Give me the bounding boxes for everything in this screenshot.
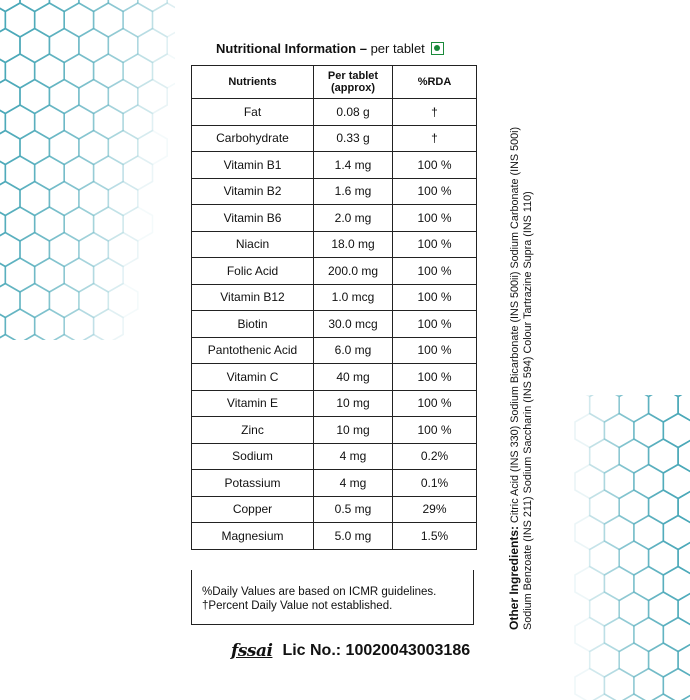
amount-cell: 1.6 mg: [314, 178, 393, 205]
amount-cell: 4 mg: [314, 470, 393, 497]
hexagon-cell: [590, 694, 620, 700]
hexagon-cell: [634, 669, 663, 700]
table-row: [192, 258, 477, 285]
hexagon-cell: [153, 54, 176, 88]
table-row: [192, 337, 477, 364]
hexagon-cell: [619, 395, 648, 422]
hexagon-cell: [49, 335, 79, 341]
header-rda: %RDA: [393, 66, 477, 99]
amount-cell: 0.33 g: [314, 125, 393, 152]
nutrient-cell: Carbohydrate: [192, 125, 314, 152]
amount-cell: 0.08 g: [314, 99, 393, 126]
ingredients-line-2: Sodium Benzoate (INS 211) Sodium Saccharin (INS 594) Colour Tartrazine Supra (INS 110): [522, 191, 534, 630]
hexagon-cell: [0, 233, 20, 267]
amount-cell: 0.5 mg: [314, 496, 393, 523]
table-row: [192, 417, 477, 444]
rda-cell: 100 %: [393, 258, 477, 285]
table-row: [192, 523, 477, 550]
amount-cell: 4 mg: [314, 443, 393, 470]
table-row: [192, 178, 477, 205]
nutrient-cell: Vitamin B6: [192, 205, 314, 232]
hexagon-cell: [575, 669, 604, 700]
footnotes: [191, 570, 474, 625]
rda-cell: 100 %: [393, 417, 477, 444]
rda-cell: 100 %: [393, 390, 477, 417]
footnote-icmr: %Daily Values are based on ICMR guidelines.: [202, 586, 437, 598]
table-row: [192, 152, 477, 179]
rda-cell: 100 %: [393, 311, 477, 338]
vegetarian-mark-icon: [431, 42, 444, 55]
hexagon-cell: [5, 309, 34, 340]
rda-cell: †: [393, 99, 477, 126]
hexagon-cell: [0, 182, 20, 216]
nutrient-cell: Vitamin C: [192, 364, 314, 391]
hexagon-cell: [153, 3, 176, 37]
table-row: [192, 284, 477, 311]
hexagon-cell: [678, 395, 690, 422]
rda-cell: 1.5%: [393, 523, 477, 550]
hexagon-pattern-right: [565, 395, 690, 700]
hexagon-cell: [604, 669, 634, 700]
hexagon-cell: [649, 694, 679, 700]
ingredients-line-1: Citric Acid (INS 330) Sodium Bicarbonate (INS 500ii) Sodium Carbonate (INS 500i): [509, 126, 521, 523]
table-row: [192, 390, 477, 417]
amount-cell: 6.0 mg: [314, 337, 393, 364]
hexagon-cell: [0, 131, 20, 165]
hexagon-cell: [590, 395, 620, 422]
nutrient-cell: Potassium: [192, 470, 314, 497]
hexagon-cell: [663, 669, 690, 700]
rda-cell: 100 %: [393, 231, 477, 258]
table-header-row: [192, 66, 477, 99]
nutrient-cell: Sodium: [192, 443, 314, 470]
hexagon-cell: [619, 694, 648, 700]
hexagon-cell: [94, 309, 124, 340]
nutrient-cell: Pantothenic Acid: [192, 337, 314, 364]
title-rest: per tablet: [370, 40, 425, 56]
hexagon-cell: [0, 284, 20, 318]
nutrition-title: [216, 39, 444, 57]
rda-cell: 100 %: [393, 337, 477, 364]
amount-cell: 2.0 mg: [314, 205, 393, 232]
nutrient-cell: Vitamin B2: [192, 178, 314, 205]
footnote-dagger: †Percent Daily Value not established.: [202, 600, 393, 612]
rda-cell: 100 %: [393, 178, 477, 205]
table-row: [192, 205, 477, 232]
nutrient-cell: Folic Acid: [192, 258, 314, 285]
hexagon-cell: [0, 29, 20, 63]
nutrient-cell: Biotin: [192, 311, 314, 338]
amount-cell: 200.0 mg: [314, 258, 393, 285]
table-row: [192, 99, 477, 126]
fssai-logo: fssai: [231, 641, 273, 661]
amount-cell: 30.0 mcg: [314, 311, 393, 338]
nutrient-cell: Fat: [192, 99, 314, 126]
hexagon-cell: [649, 395, 679, 422]
header-nutrients: Nutrients: [192, 66, 314, 99]
amount-cell: 10 mg: [314, 390, 393, 417]
amount-cell: 10 mg: [314, 417, 393, 444]
table-row: [192, 443, 477, 470]
hexagon-cell: [20, 335, 49, 341]
hexagon-cell: [79, 335, 108, 341]
title-bold: Nutritional Information –: [216, 40, 367, 56]
rda-cell: 100 %: [393, 284, 477, 311]
nutrition-table: [191, 65, 477, 550]
header-per-tablet: Per tablet (approx): [314, 66, 393, 99]
other-ingredients: [508, 70, 535, 630]
table-row: [192, 470, 477, 497]
hexagon-cell: [0, 335, 20, 341]
amount-cell: 40 mg: [314, 364, 393, 391]
rda-cell: †: [393, 125, 477, 152]
rda-cell: 100 %: [393, 152, 477, 179]
table-row: [192, 125, 477, 152]
nutrient-cell: Copper: [192, 496, 314, 523]
rda-cell: 100 %: [393, 364, 477, 391]
hexagon-cell: [0, 80, 20, 114]
hexagon-cell: [35, 309, 64, 340]
nutrient-cell: Vitamin E: [192, 390, 314, 417]
nutrient-cell: Zinc: [192, 417, 314, 444]
table-row: [192, 364, 477, 391]
nutrient-cell: Magnesium: [192, 523, 314, 550]
hexagon-cell: [678, 694, 690, 700]
rda-cell: 100 %: [393, 205, 477, 232]
amount-cell: 1.0 mcg: [314, 284, 393, 311]
ingredients-label: Other Ingredients:: [507, 525, 521, 630]
nutrient-cell: Vitamin B1: [192, 152, 314, 179]
rda-cell: 29%: [393, 496, 477, 523]
hexagon-pattern-left: [0, 0, 175, 340]
table-row: [192, 231, 477, 258]
table-row: [192, 496, 477, 523]
nutrient-cell: Niacin: [192, 231, 314, 258]
amount-cell: 1.4 mg: [314, 152, 393, 179]
rda-cell: 0.1%: [393, 470, 477, 497]
rda-cell: 0.2%: [393, 443, 477, 470]
license-footer: [231, 641, 470, 661]
table-row: [192, 311, 477, 338]
hexagon-cell: [64, 309, 93, 340]
license-number: Lic No.: 10020043003186: [282, 642, 471, 659]
amount-cell: 18.0 mg: [314, 231, 393, 258]
amount-cell: 5.0 mg: [314, 523, 393, 550]
nutrient-cell: Vitamin B12: [192, 284, 314, 311]
